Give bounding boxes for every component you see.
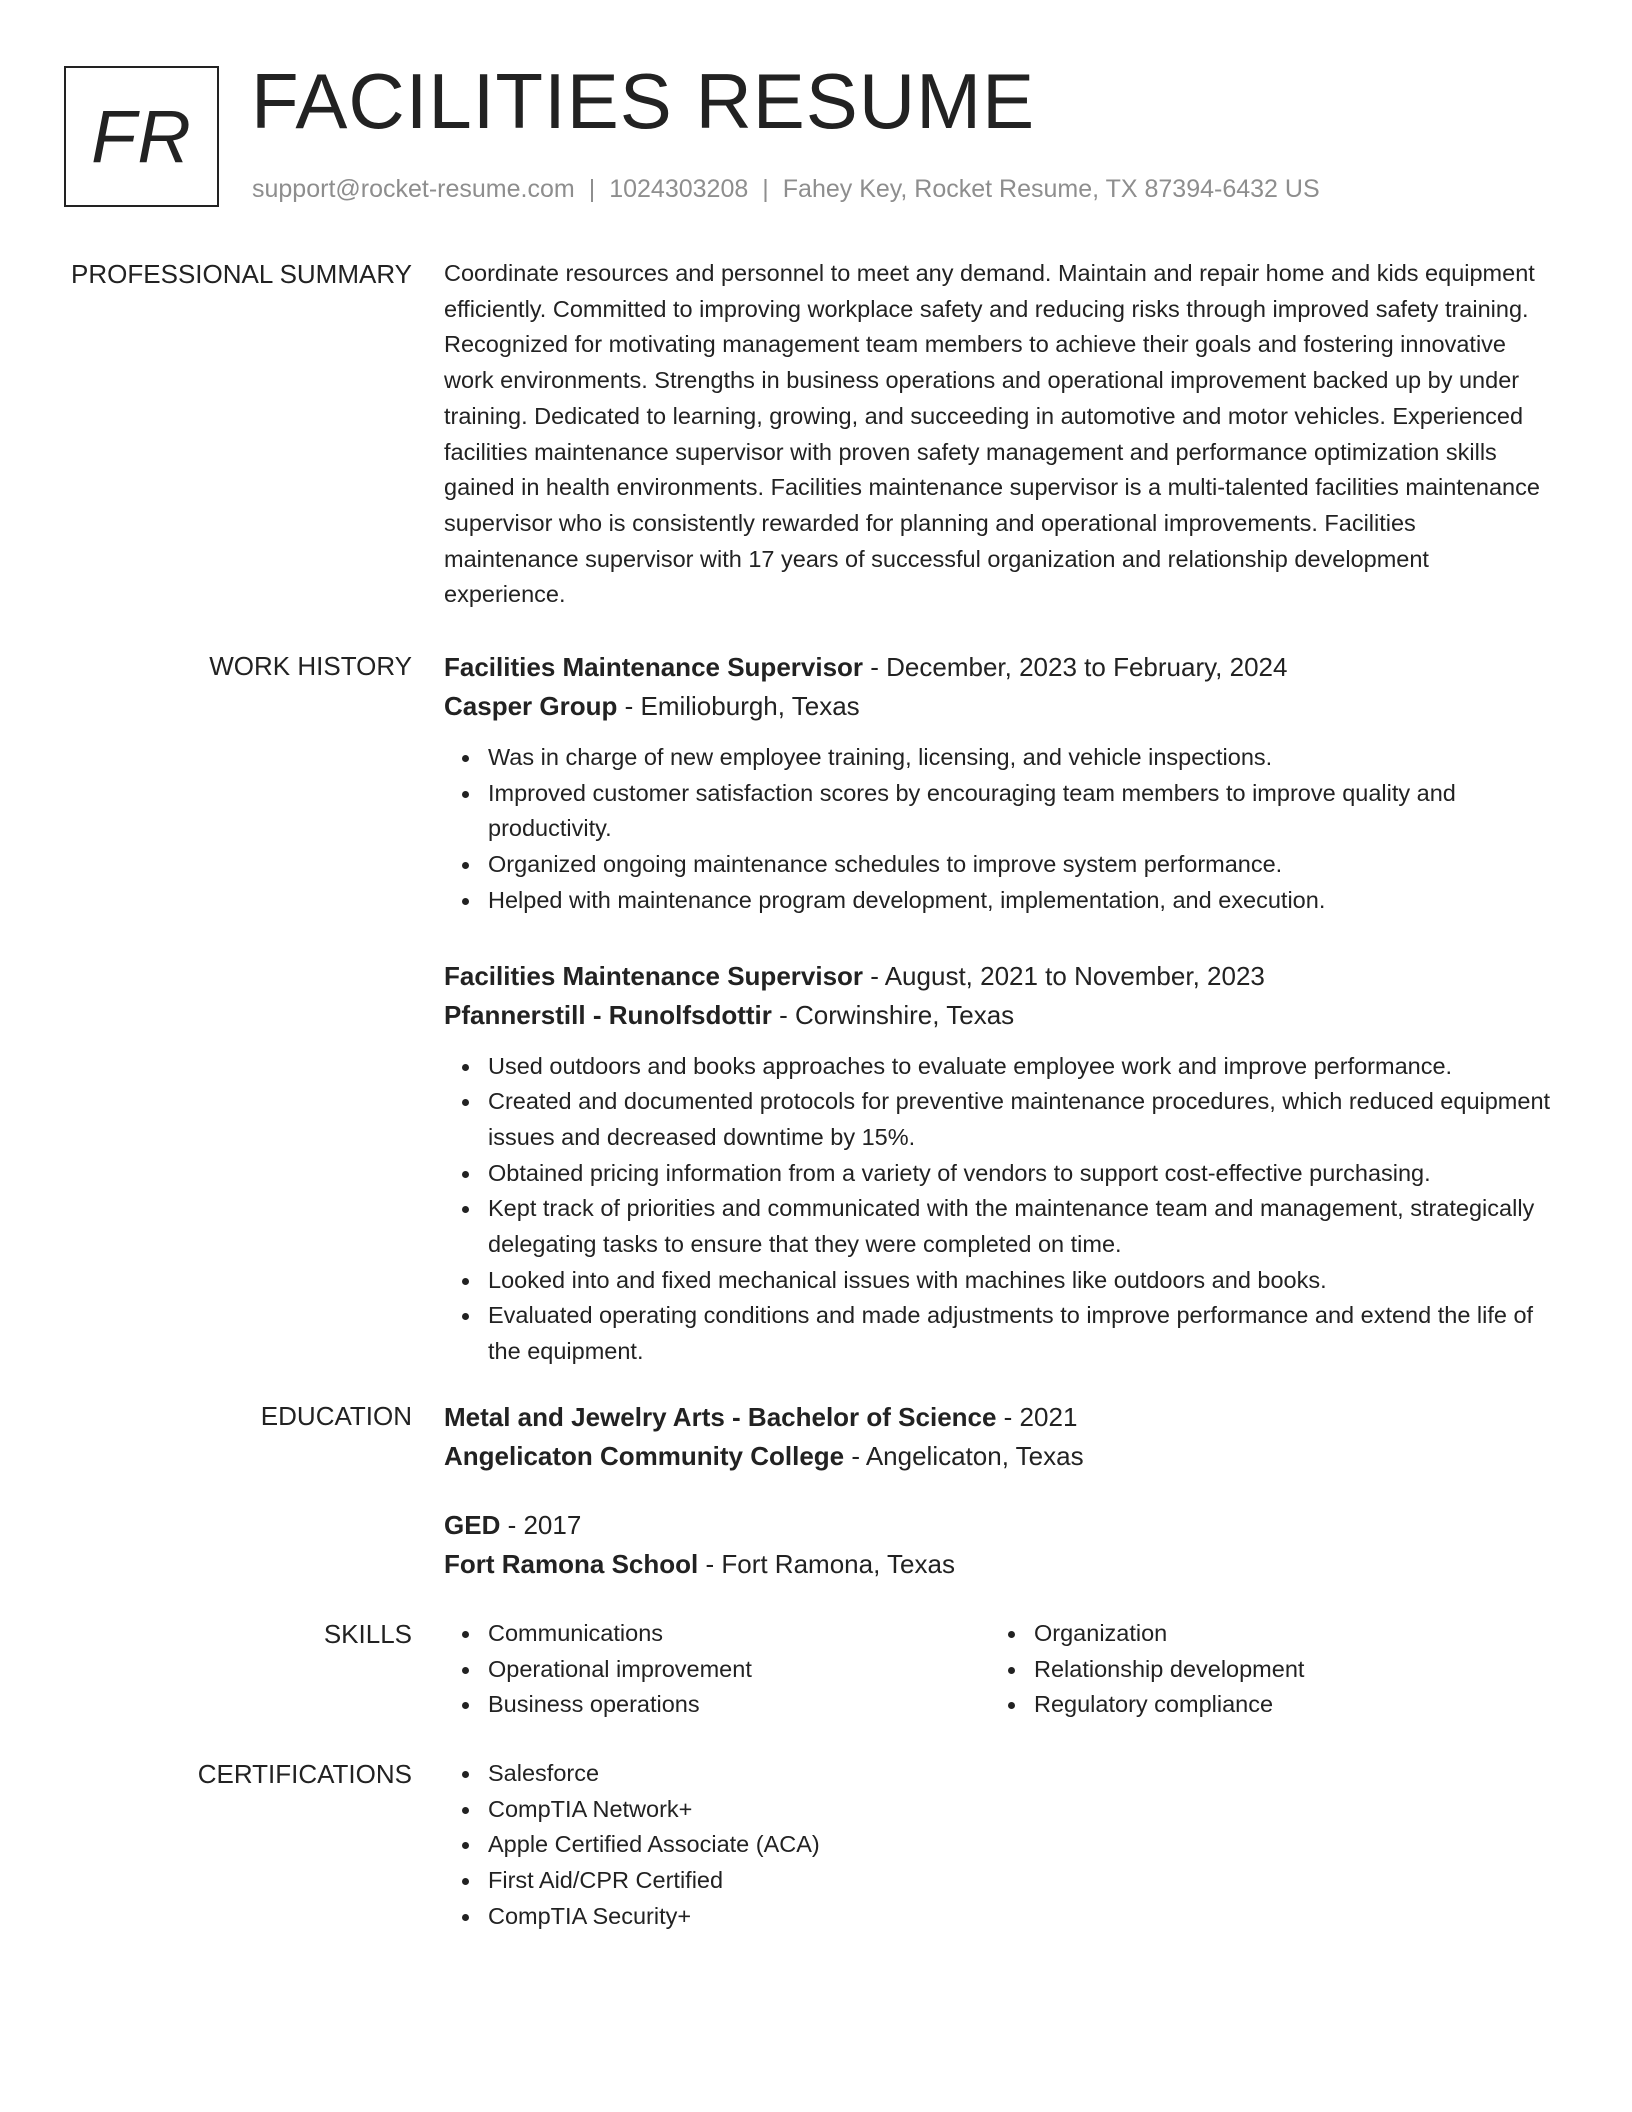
certification-item: CompTIA Network+ [488, 1792, 1554, 1828]
education-year: - 2017 [500, 1510, 582, 1540]
contact-separator: | [588, 175, 596, 203]
skill-item: Communications [488, 1616, 990, 1652]
skill-item: Operational improvement [488, 1652, 990, 1688]
skill-item: Regulatory compliance [1034, 1687, 1536, 1723]
skills-grid [444, 1616, 1554, 1723]
education-entry [444, 1506, 1554, 1584]
job-bullet: Improved customer satisfaction scores by encouraging team members to improve quality and productivity. [488, 776, 1554, 847]
education-school: Angelicaton Community College [444, 1441, 845, 1471]
education-school-line [444, 1545, 1554, 1584]
job-bullet: Looked into and fixed mechanical issues with machines like outdoors and books. [488, 1263, 1554, 1299]
certification-item: CompTIA Security+ [488, 1899, 1554, 1935]
job-company-line [444, 996, 1554, 1035]
job-entry [444, 957, 1554, 1370]
education-location: - Fort Ramona, Texas [698, 1549, 955, 1579]
education-location: - Angelicaton, Texas [844, 1441, 1084, 1471]
education-entry [444, 1398, 1554, 1476]
resume-title: FACILITIES RESUME [251, 57, 1036, 145]
monogram-initials: FR [91, 95, 192, 178]
job-title-line [444, 957, 1554, 996]
job-bullet: Organized ongoing maintenance schedules to improve system performance. [488, 847, 1554, 883]
job-bullet: Kept track of priorities and communicated with the maintenance team and management, strategically delegating tasks to ensure that they were completed on time. [488, 1191, 1554, 1262]
education-degree: Metal and Jewelry Arts - Bachelor of Science [444, 1402, 997, 1432]
job-bullet-list [444, 740, 1554, 919]
certification-item: Salesforce [488, 1756, 1554, 1792]
job-entry [444, 648, 1554, 919]
section-heading-work-history: WORK HISTORY [209, 651, 412, 681]
certifications-list [444, 1756, 1554, 1935]
section-heading-summary: PROFESSIONAL SUMMARY [71, 259, 412, 289]
job-title: Facilities Maintenance Supervisor [444, 652, 864, 682]
job-dates: - December, 2023 to February, 2024 [863, 652, 1288, 682]
contact-email: support@rocket-resume.com [252, 175, 575, 203]
certification-item: First Aid/CPR Certified [488, 1863, 1554, 1899]
skill-item: Relationship development [1034, 1652, 1536, 1688]
job-dates: - August, 2021 to November, 2023 [863, 960, 1265, 991]
contact-phone: 1024303208 [609, 175, 749, 203]
contact-separator: | [762, 175, 769, 203]
contact-line [252, 174, 1320, 204]
job-bullet: Evaluated operating conditions and made adjustments to improve performance and extend the life of the equipment. [488, 1298, 1554, 1369]
section-heading-certifications: CERTIFICATIONS [197, 1759, 412, 1789]
skills-column-left [444, 1616, 990, 1723]
job-bullet: Obtained pricing information from a variety of vendors to support cost-effective purchasing. [488, 1156, 1554, 1192]
job-bullet-list [444, 1049, 1554, 1370]
education-school-line [444, 1437, 1554, 1476]
education-degree-line [444, 1506, 1554, 1545]
monogram-box [64, 66, 219, 207]
section-heading-skills: SKILLS [323, 1619, 412, 1649]
job-title: Facilities Maintenance Supervisor [444, 960, 864, 991]
contact-address: Fahey Key, Rocket Resume, TX 87394-6432 US [782, 175, 1320, 203]
job-bullet: Helped with maintenance program development, implementation, and execution. [488, 883, 1554, 919]
summary-text: Coordinate resources and personnel to meet any demand. Maintain and repair home and kids equipment efficiently. Committed to improving workplace safety and reducing risks through improved safety training. Recognized for motivating management team members to achieve their goals and fostering innovative work environments. Strengths in business operations and operational improvement backed up by under training. Dedicated to learning, growing, and succeeding in automotive and motor vehicles. Experienced facilities maintenance supervisor with proven safety management and performance optimization skills gained in health environments. Facilities maintenance supervisor is a multi-talented facilities maintenance supervisor who is consistently rewarded for planning and operational improvements. Facilities maintenance supervisor with 17 years of successful organization and relationship development experience. [444, 260, 1540, 608]
job-company: Casper Group [444, 691, 618, 721]
job-company-line [444, 687, 1554, 726]
education-degree-line [444, 1398, 1554, 1437]
education-degree: GED [444, 1510, 501, 1540]
skills-list [444, 1616, 990, 1723]
certification-item: Apple Certified Associate (ACA) [488, 1827, 1554, 1863]
skills-column-right [990, 1616, 1536, 1723]
education-school: Fort Ramona School [444, 1549, 699, 1579]
skill-item: Organization [1034, 1616, 1536, 1652]
section-heading-education: EDUCATION [260, 1401, 412, 1431]
job-company: Pfannerstill - Runolfsdottir [444, 999, 772, 1030]
job-title-line [444, 648, 1554, 687]
job-bullet: Created and documented protocols for preventive maintenance procedures, which reduced equipment issues and decreased downtime by 15%. [488, 1084, 1554, 1155]
skill-item: Business operations [488, 1687, 990, 1723]
job-bullet: Was in charge of new employee training, licensing, and vehicle inspections. [488, 740, 1554, 776]
education-year: - 2021 [996, 1402, 1078, 1432]
job-bullet: Used outdoors and books approaches to evaluate employee work and improve performance. [488, 1049, 1554, 1085]
job-location: - Corwinshire, Texas [771, 999, 1015, 1030]
skills-list [990, 1616, 1536, 1723]
job-location: - Emilioburgh, Texas [617, 691, 860, 721]
